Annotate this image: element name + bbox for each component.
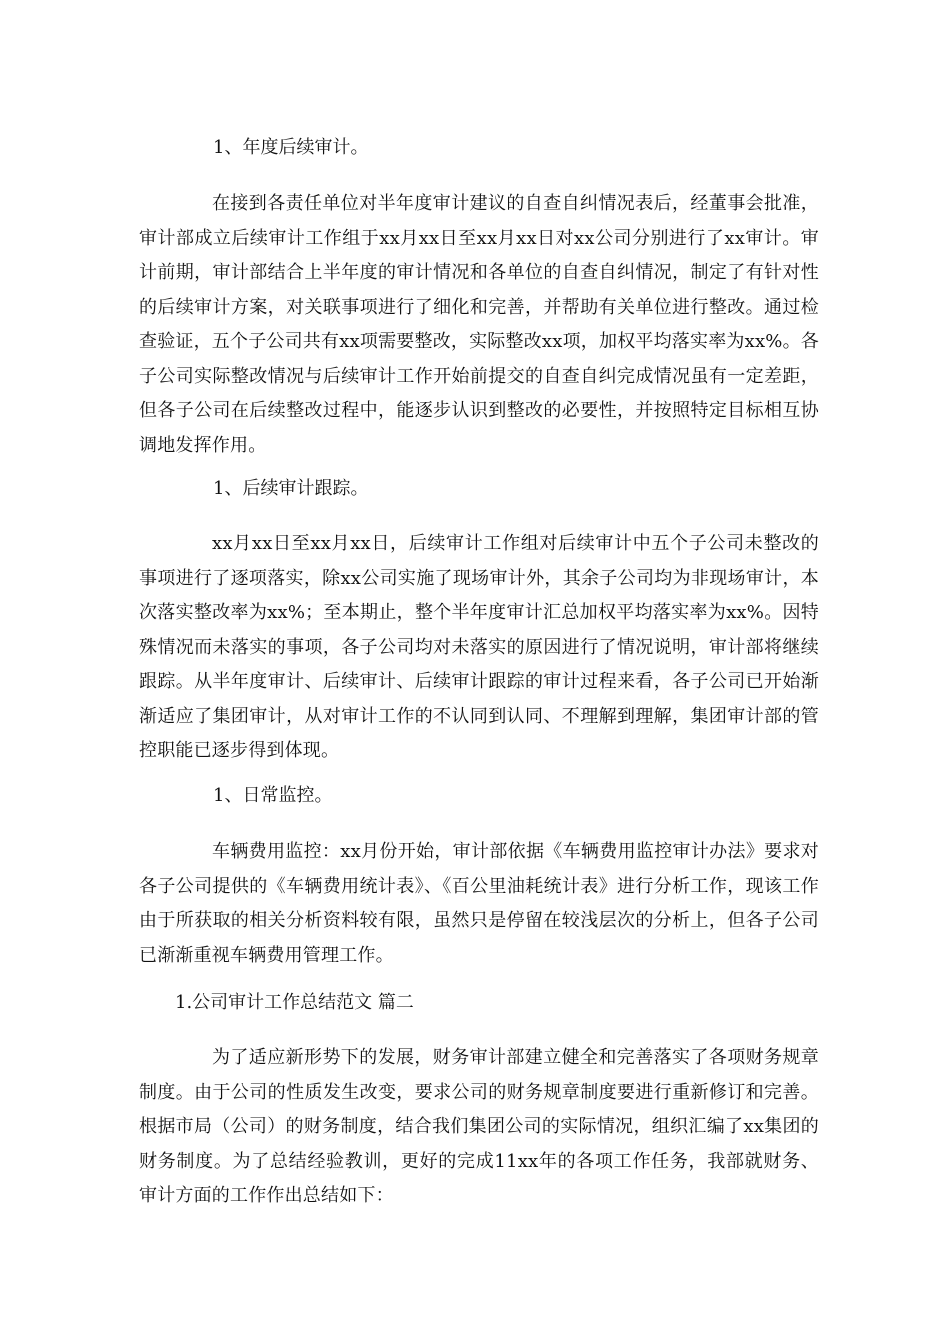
section-heading-follow-up-tracking: 1、后续审计跟踪。 <box>213 478 369 499</box>
section-heading-part-two: 1.公司审计工作总结范文 篇二 <box>175 992 414 1013</box>
paragraph-annual-follow-up-audit: 在接到各责任单位对半年度审计建议的自查自纠情况表后，经董事会批准，审计部成立后续审计工作组于xx月xx日至xx月xx日对xx公司分别进行了xx审计。审计前期，审计部结合上半年度的审计情况和各单位的自查自纠情况，制定了有针对性的后续审计方案，对关联事项进行了细化和完善，并帮助有关单位进行整改。通过检查验证，五个子公司共有xx项需要整改，实际整改xx项，加权平均落实率为xx%。各子公司实际整改情况与后续审计工作开始前提交的自查自纠完成情况虽有一定差距，但各子公司在后续整改过程中，能逐步认识到整改的必要性，并按照特定目标相互协调地发挥作用。 <box>139 193 820 456</box>
paragraph-vehicle-expense-monitoring: 车辆费用监控：xx月份开始，审计部依据《车辆费用监控审计办法》要求对各子公司提供的《车辆费用统计表》、《百公里油耗统计表》进行分析工作，现该工作由于所获取的相关分析资料较有限，虽然只是停留在较浅层次的分析上，但各子公司已渐渐重视车辆费用管理工作。 <box>139 841 819 966</box>
section-heading-daily-monitoring: 1、日常监控。 <box>213 785 333 806</box>
paragraph-follow-up-tracking: xx月xx日至xx月xx日，后续审计工作组对后续审计中五个子公司未整改的事项进行了逐项落实，除xx公司实施了现场审计外，其余子公司均为非现场审计，本次落实整改率为xx%；至本期止，整个半年度审计汇总加权平均落实率为xx%。因特殊情况而未落实的事项，各子公司均对未落实的原因进行了情况说明，审计部将继续跟踪。从半年度审计、后续审计、后续审计跟踪的审计过程来看，各子公司已开始渐渐适应了集团审计，从对审计工作的不认同到认同、不理解到理解，集团审计部的管控职能已逐步得到体现。 <box>139 533 819 761</box>
paragraph-financial-system: 为了适应新形势下的发展，财务审计部建立健全和完善落实了各项财务规章制度。由于公司的性质发生改变，要求公司的财务规章制度要进行重新修订和完善。根据市局（公司）的财务制度，结合我们集团公司的实际情况，组织汇编了xx集团的财务制度。为了总结经验教训，更好的完成11xx年的各项工作任务，我部就财务、审计方面的工作作出总结如下： <box>139 1047 819 1206</box>
section-heading-annual-follow-up-audit: 1、年度后续审计。 <box>213 137 369 158</box>
